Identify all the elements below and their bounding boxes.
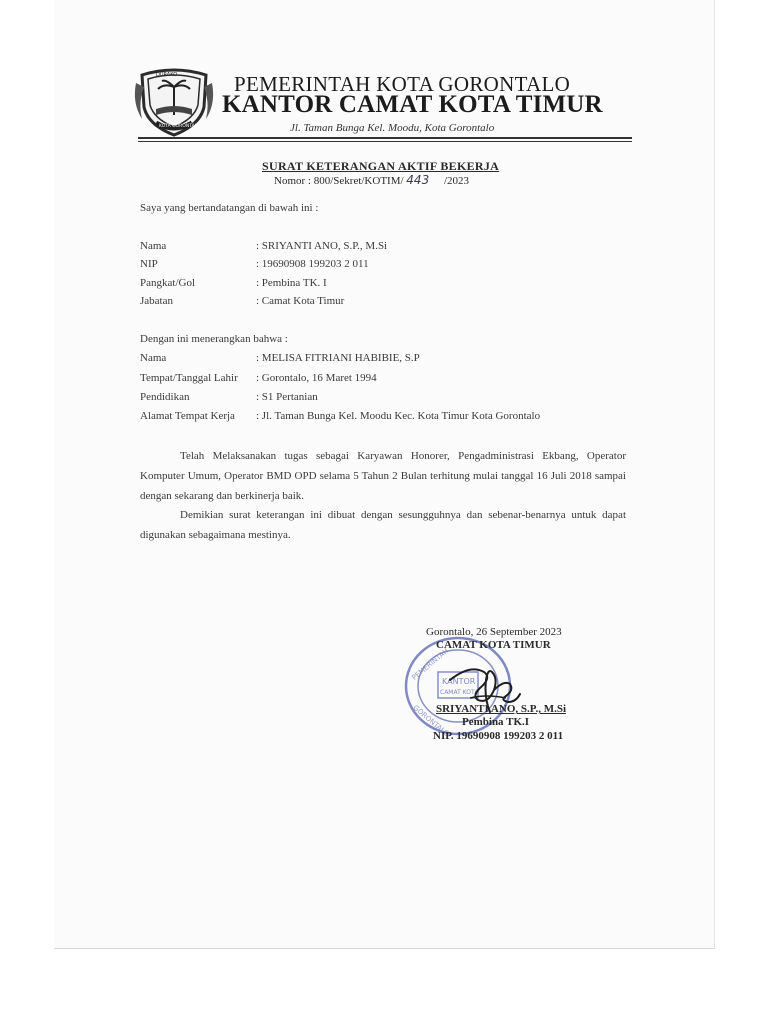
signer-label-name: Nama — [140, 240, 167, 252]
body-paragraph-1: Telah Melaksanakan tugas sebagai Karyawan Honorer, Pengadministrasi Ekbang, Operator Komputer Umum, Operator BMD OPD selama 5 Tahun 2 Bulan terhitung mulai tanggal 16 Juli 2018 sampai dengan sekarang dan berkinerja baik. — [140, 450, 626, 502]
letter-number-suffix: /2023 — [443, 175, 470, 187]
svg-text:PEMERINTAH: PEMERINTAH — [410, 646, 451, 682]
signature-place-date: Gorontalo, 26 September 2023 — [426, 626, 562, 638]
declaration-text: Dengan ini menerangkan bahwa : — [140, 333, 288, 345]
government-name: PEMERINTAH KOTA GORONTALO — [234, 72, 571, 96]
svg-text:DURAKO: DURAKO — [156, 72, 178, 78]
letterhead-rule-thin — [138, 141, 632, 142]
employee-value-education: : S1 Pertanian — [256, 391, 318, 403]
signer-value-position: : Camat Kota Timur — [256, 295, 345, 307]
employee-label-workplace: Alamat Tempat Kerja — [140, 410, 235, 422]
body-paragraph-2: Demikian surat keterangan ini dibuat dengan sesungguhnya dan sebenar-benarnya untuk dapat digunakan sebagaimana mestinya. — [140, 509, 626, 541]
logo-text: KOTA GORONTALO — [159, 124, 201, 129]
signer-label-position: Jabatan — [140, 295, 173, 307]
employee-value-name: : MELISA FITRIANI HABIBIE, S.P — [256, 352, 420, 364]
employee-value-workplace: : Jl. Taman Bunga Kel. Moodu Kec. Kota Timur Kota Gorontalo — [256, 410, 541, 422]
signature-role: CAMAT KOTA TIMUR — [436, 639, 551, 651]
office-address: Jl. Taman Bunga Kel. Moodu, Kota Gorontalo — [290, 122, 495, 134]
office-name: KANTOR CAMAT KOTA TIMUR — [222, 91, 603, 118]
signer-value-nip: : 19690908 199203 2 011 — [256, 258, 369, 270]
employee-label-name: Nama — [140, 352, 167, 364]
employee-label-education: Pendidikan — [140, 391, 190, 403]
letter-number — [274, 173, 469, 187]
letter-number-prefix: Nomor : 800/Sekret/KOTIM/ — [274, 175, 404, 187]
svg-text:GORONTALO: GORONTALO — [411, 703, 451, 738]
letter-number-handwritten: 443 — [406, 173, 430, 187]
employee-label-birth: Tempat/Tanggal Lahir — [140, 372, 238, 384]
signer-label-rank: Pangkat/Gol — [140, 277, 195, 289]
letterhead-rule-thick — [138, 137, 632, 139]
svg-text:CAMAT KOTA: CAMAT KOTA — [440, 689, 479, 696]
city-emblem-logo — [134, 63, 214, 138]
intro-text: Saya yang bertandatangan di bawah ini : — [140, 202, 319, 214]
signer-value-rank: : Pembina TK. I — [256, 277, 327, 289]
employee-value-birth: : Gorontalo, 16 Maret 1994 — [256, 372, 377, 384]
signer-value-name: : SRIYANTI ANO, S.P., M.Si — [256, 240, 388, 252]
letter-title: SURAT KETERANGAN AKTIF BEKERJA — [262, 159, 500, 173]
signature-name: SRIYANTI ANO, S.P., M.Si — [436, 703, 567, 715]
svg-text:KANTOR: KANTOR — [442, 677, 476, 686]
signature-rank: Pembina TK.I — [462, 716, 530, 728]
signature-nip: NIP. 19690908 199203 2 011 — [433, 730, 564, 742]
signer-label-nip: NIP — [140, 258, 158, 270]
